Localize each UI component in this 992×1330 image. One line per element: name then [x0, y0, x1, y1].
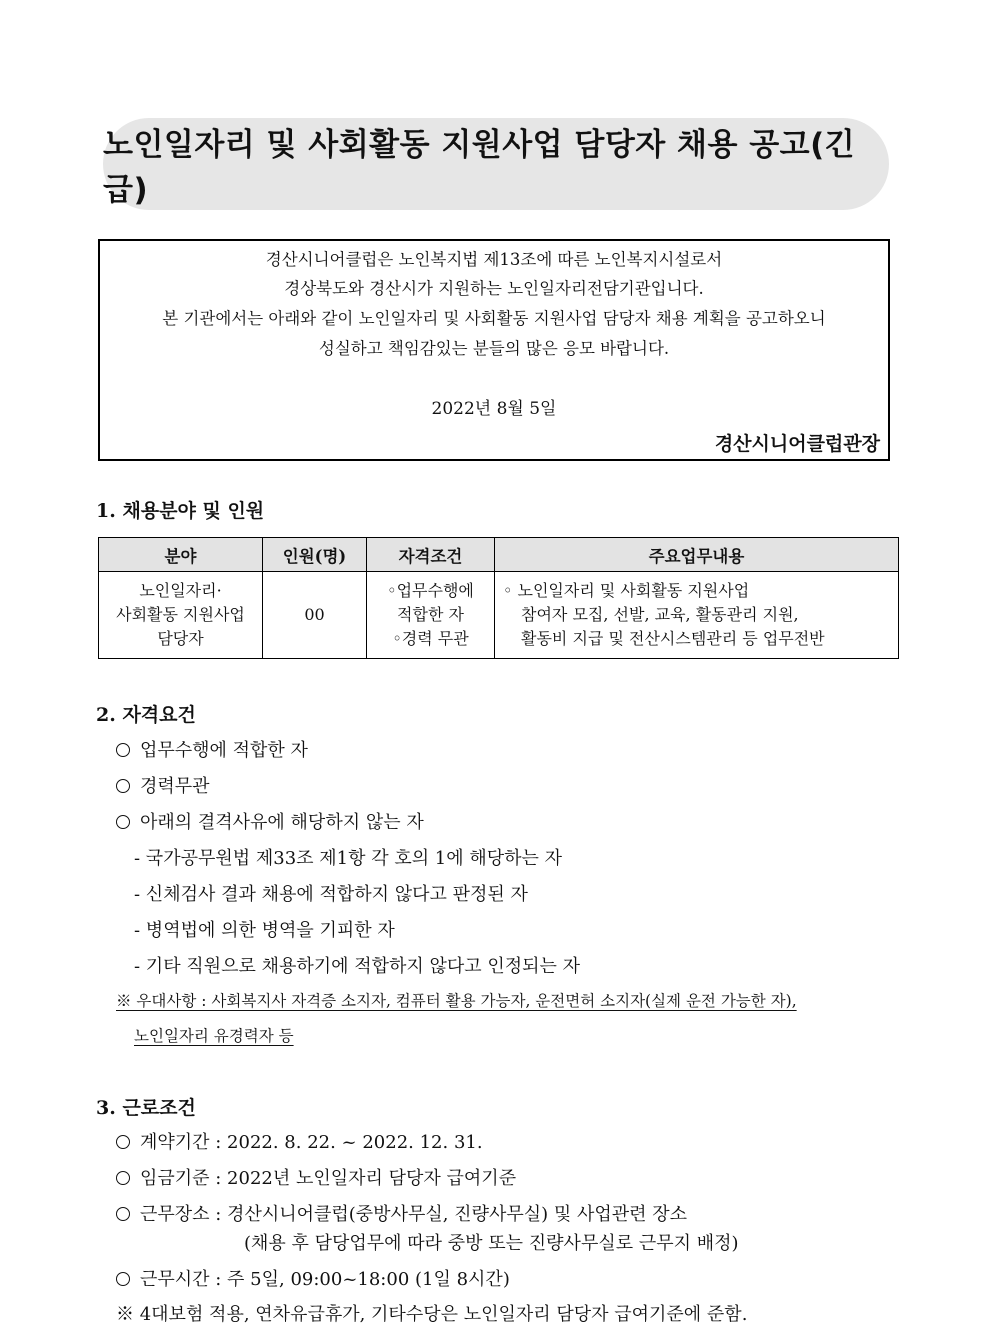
qualification-cell: [367, 572, 495, 659]
circle-bullet-icon: [116, 1135, 130, 1149]
field-line: 담당자: [157, 629, 204, 648]
condition-item: [116, 1200, 687, 1226]
work-place-detail: (채용 후 담당업무에 따라 중방 또는 진량사무실로 근무지 배정): [244, 1233, 739, 1254]
intro-line: 본 기관에서는 아래와 같이 노인일자리 및 사회활동 지원사업 담당자 채용 계획을 공고하오니: [162, 309, 826, 328]
circle-bullet-icon: [116, 1272, 130, 1286]
condition-item: [116, 1128, 483, 1154]
intro-line: 경산시니어클럽은 노인복지법 제13조에 따른 노인복지시설로서: [265, 250, 723, 269]
section-heading: 3. 근로조건: [96, 1097, 196, 1119]
disqualification-item: - 병역법에 의한 병역을 기피한 자: [134, 920, 395, 941]
table-header: 인원(명): [263, 538, 367, 572]
table-header: 분야: [99, 538, 263, 572]
condition-item: [116, 1265, 510, 1291]
requirement-text: 경력무관: [140, 776, 210, 797]
count-cell: 00: [263, 572, 367, 659]
requirement-text: 아래의 결격사유에 해당하지 않는 자: [140, 812, 424, 833]
table-header: 주요업무내용: [495, 538, 899, 572]
disqualification-item: - 신체검사 결과 채용에 적합하지 않다고 판정된 자: [134, 884, 528, 905]
work-place: 근무장소 : 경산시니어클럽(중방사무실, 진량사무실) 및 사업관련 장소: [140, 1204, 688, 1225]
table-header: 자격조건: [367, 538, 495, 572]
disqualification-item: - 기타 직원으로 채용하기에 적합하지 않다고 인정되는 자: [134, 956, 581, 977]
circle-bullet-icon: [116, 743, 130, 757]
announcement-date: 2022년 8월 5일: [431, 399, 557, 419]
circle-bullet-icon: [116, 1207, 130, 1221]
announcement-signer: 경산시니어클럽관장: [714, 433, 880, 455]
table-row: [99, 572, 899, 659]
qualification-line: ◦업무수행에: [387, 581, 474, 600]
page-title-banner: [103, 118, 889, 210]
section-heading: 2. 자격요건: [96, 704, 196, 726]
requirement-item: [116, 808, 424, 834]
requirement-item: [116, 736, 308, 762]
intro-line: 성실하고 책임감있는 분들의 많은 응모 바랍니다.: [318, 339, 670, 358]
contract-period: 계약기간 : 2022. 8. 22. ~ 2022. 12. 31.: [140, 1132, 483, 1153]
preference-note: ※ 우대사항 : 사회복지사 자격증 소지자, 컴퓨터 활용 가능자, 운전면허 소지자(실제 운전 가능한 자),: [116, 992, 797, 1010]
duties-cell: [495, 572, 899, 659]
condition-item: [116, 1164, 516, 1190]
duty-line: 참여자 모집, 선발, 교육, 활동관리 지원,: [521, 605, 799, 624]
requirement-item: [116, 772, 210, 798]
duty-line: 활동비 지급 및 전산시스템관리 등 업무전반: [521, 629, 825, 648]
intro-line: 경상북도와 경산시가 지원하는 노인일자리전담기관입니다.: [284, 279, 704, 298]
qualification-line: ◦경력 무관: [392, 629, 469, 648]
circle-bullet-icon: [116, 815, 130, 829]
circle-bullet-icon: [116, 1171, 130, 1185]
requirement-text: 업무수행에 적합한 자: [140, 740, 308, 761]
field-line: 사회활동 지원사업: [116, 605, 245, 624]
duty-line: ◦ 노인일자리 및 사회활동 지원사업: [503, 581, 750, 600]
page-title: 노인일자리 및 사회활동 지원사업 담당자 채용 공고(긴급): [103, 127, 856, 208]
intro-box: [98, 239, 890, 461]
circle-bullet-icon: [116, 779, 130, 793]
insurance-note: ※ 4대보험 적용, 연차유급휴가, 기타수당은 노인일자리 담당자 급여기준에 준함.: [116, 1304, 748, 1325]
wage-standard: 임금기준 : 2022년 노인일자리 담당자 급여기준: [140, 1168, 517, 1189]
preference-note-continued: 노인일자리 유경력자 등: [134, 1027, 294, 1045]
work-hours: 근무시간 : 주 5일, 09:00~18:00 (1일 8시간): [140, 1269, 510, 1290]
field-line: 노인일자리·: [139, 581, 222, 600]
field-cell: [99, 572, 263, 659]
table-header-row: [99, 538, 899, 572]
section-heading: 1. 채용분야 및 인원: [96, 500, 265, 522]
qualification-line: 적합한 자: [397, 605, 464, 624]
disqualification-item: - 국가공무원법 제33조 제1항 각 호의 1에 해당하는 자: [134, 848, 563, 869]
recruitment-table: [98, 537, 899, 659]
